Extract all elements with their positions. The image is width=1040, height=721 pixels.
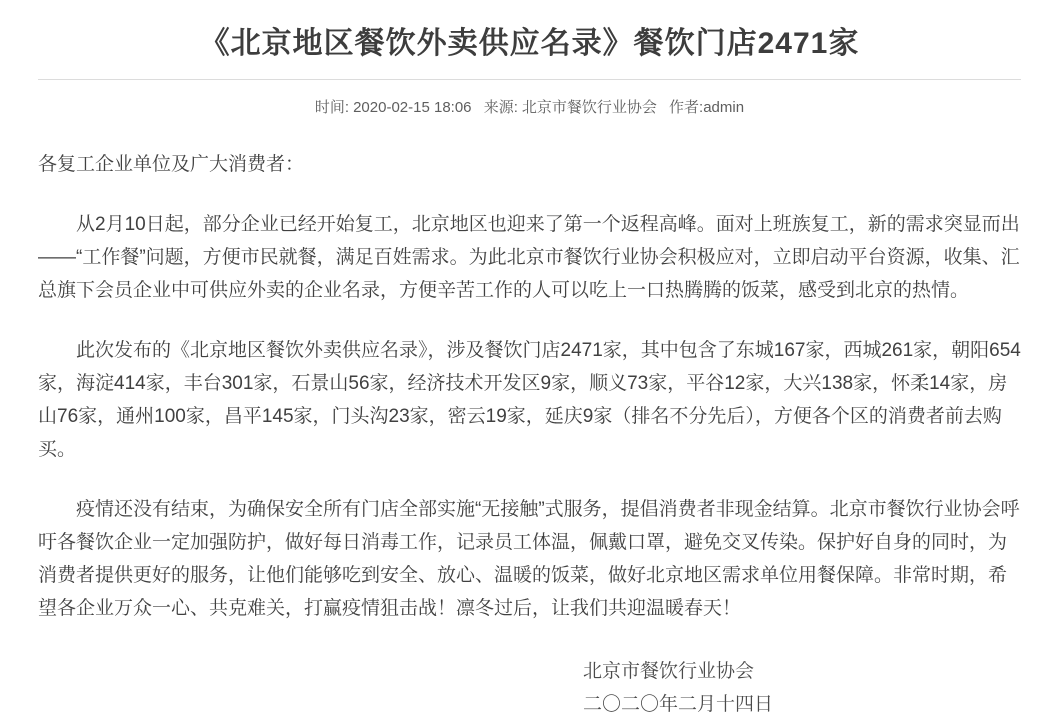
meta-time (315, 99, 472, 116)
signature-block (38, 655, 1021, 721)
meta-source (484, 99, 657, 116)
meta-time-value: 2020-02-15 18:06 (353, 99, 472, 116)
meta-time-label: 时间: (314, 99, 350, 116)
meta-author-value: admin (703, 99, 745, 116)
page-title: 《北京地区餐饮外卖供应名录》餐饮门店2471家 (199, 27, 860, 60)
paragraph-2: 此次发布的《北京地区餐饮外卖供应名录》，涉及餐饮门店2471家，其中包含了东城167家，西城261家，朝阳654家，海淀414家，丰台301家，石景山56家，经济技术开发区9家，顺义73家，平谷12家，大兴138家，怀柔14家，房山76家，通州100家，昌平145家，门头沟23家，密云19家，延庆9家（排名不分先后），方便各个区的消费者前去购买。 (38, 340, 1021, 460)
paragraph-1: 从2月10日起，部分企业已经开始复工，北京地区也迎来了第一个返程高峰。面对上班族复工，新的需求突显而出——“工作餐”问题，方便市民就餐，满足百姓需求。为此北京市餐饮行业协会积极应对，立即启动平台资源，收集、汇总旗下会员企业中可供应外卖的企业名录，方便辛苦工作的人可以吃上一口热腾腾的饭菜，感受到北京的热情。 (38, 214, 1020, 301)
paragraph-3: 疫情还没有结束，为确保安全所有门店全部实施“无接触”式服务，提倡消费者非现金结算。北京市餐饮行业协会呼吁各餐饮企业一定加强防护，做好每日消毒工作，记录员工体温，佩戴口罩，避免交叉传染。保护好自身的同时，为消费者提供更好的服务，让他们能够吃到安全、放心、温暖的饭菜，做好北京地区需求单位用餐保障。非常时期，希望各企业万众一心、共克难关，打赢疫情狙击战！凛冬过后，让我们共迎温暖春天！ (38, 499, 1020, 619)
article-body (38, 148, 1021, 721)
meta-source-label: 来源: (483, 99, 518, 116)
article-meta (38, 97, 1021, 118)
meta-source-value: 北京市餐饮行业协会 (521, 99, 657, 116)
signature-org: 北京市餐饮行业协会 (583, 661, 755, 682)
title-divider (38, 79, 1021, 80)
salutation: 各复工企业单位及广大消费者： (38, 154, 305, 175)
signature-date: 二〇二〇年二月十四日 (583, 694, 774, 715)
meta-author (669, 99, 744, 116)
meta-author-label: 作者: (669, 99, 704, 116)
